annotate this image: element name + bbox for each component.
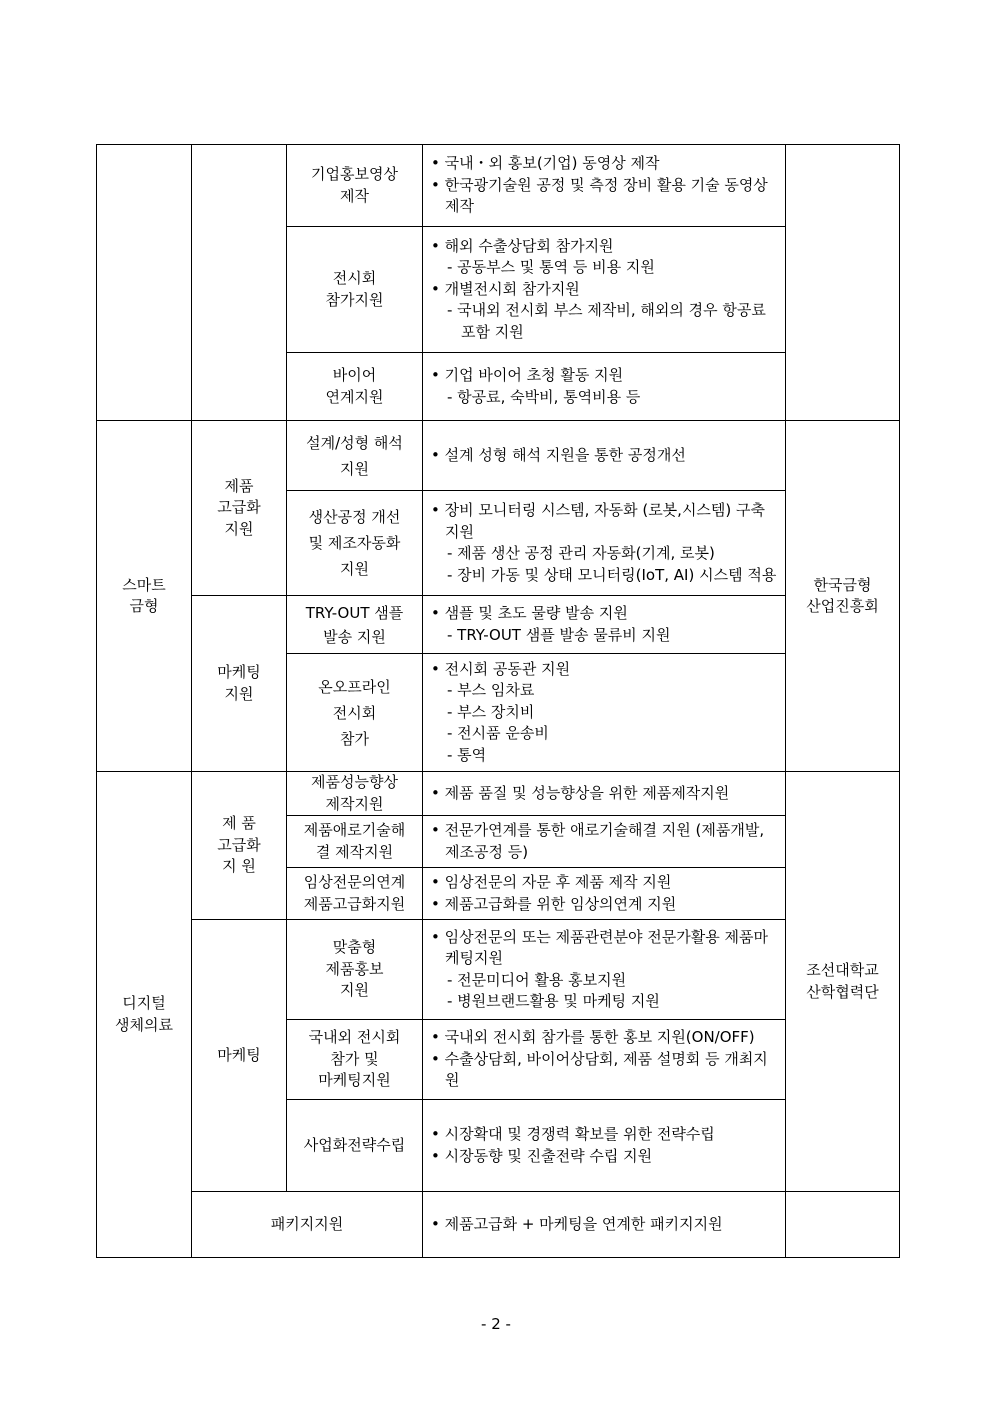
table-row bbox=[97, 772, 900, 816]
group-product-upgrade-2 bbox=[192, 772, 287, 920]
program-name-line: 참가 및 bbox=[330, 1049, 379, 1068]
bullet-item: • 임상전문의 자문 후 제품 제작 지원 bbox=[431, 873, 672, 891]
support-program-table bbox=[96, 144, 900, 1258]
program-name-line: 임상전문의연계 bbox=[303, 873, 406, 891]
group-line: 고급화 bbox=[217, 498, 261, 517]
program-name-line: 제품성능향상 bbox=[311, 773, 398, 791]
program-details bbox=[423, 654, 786, 772]
program-name-line: 온오프라인 bbox=[318, 677, 391, 696]
category-line: 디지털 bbox=[122, 994, 166, 1012]
bullet-item: • 해외 수출상담회 참가지원 bbox=[431, 236, 614, 255]
program-name-line: 발송 지원 bbox=[323, 627, 386, 646]
program-name-line: 참가지원 bbox=[325, 290, 384, 309]
program-details bbox=[423, 491, 786, 596]
program-name-line: 지원 bbox=[340, 459, 369, 478]
org-line: 조선대학교 bbox=[806, 961, 879, 979]
bullet-item: • 제품고급화 + 마케팅을 연계한 패키지지원 bbox=[431, 1214, 723, 1233]
program-name-line: 설계/성형 해석 bbox=[306, 433, 403, 452]
program-name bbox=[287, 920, 423, 1020]
program-details bbox=[423, 1100, 786, 1192]
program-name bbox=[287, 145, 423, 227]
table-row bbox=[97, 1192, 900, 1258]
category-line: 스마트 bbox=[122, 575, 166, 594]
bullet-item: • 시장동향 및 진출전략 수립 지원 bbox=[431, 1146, 653, 1165]
page-number: - 2 - bbox=[481, 1315, 511, 1333]
program-details bbox=[423, 772, 786, 816]
sub-item: - 장비 가동 및 상태 모니터링(IoT, AI) 시스템 적용 bbox=[447, 565, 777, 584]
org-line: 산학협력단 bbox=[806, 982, 879, 1001]
bullet-item: • 기업 바이어 초청 활동 지원 bbox=[431, 366, 624, 384]
bullet-item: • 시장확대 및 경쟁력 확보를 위한 전략수립 bbox=[431, 1125, 715, 1143]
org-line: 한국금형 bbox=[813, 575, 872, 594]
sub-item: - 통역 bbox=[447, 745, 487, 764]
sub-item: - 공동부스 및 통역 등 비용 지원 bbox=[447, 258, 655, 277]
sub-item: - 항공료, 숙박비, 통역비용 등 bbox=[447, 387, 641, 406]
program-details bbox=[423, 145, 786, 227]
program-name bbox=[287, 816, 423, 868]
program-name-line: 제품홍보 bbox=[325, 959, 384, 978]
bullet-item: • 전문가연계를 통한 애로기술해결 지원 (제품개발, 제조공정 등) bbox=[431, 821, 765, 861]
sub-item: - 병원브랜드활용 및 마케팅 지원 bbox=[447, 992, 660, 1010]
group-line: 마케팅 bbox=[217, 663, 261, 681]
table-row bbox=[97, 596, 900, 654]
program-name bbox=[287, 772, 423, 816]
program-name-line: 지원 bbox=[340, 560, 369, 578]
program-name-line: 생산공정 개선 bbox=[308, 508, 401, 526]
category-line: 생체의료 bbox=[115, 1015, 173, 1034]
program-name-line: 제작 bbox=[340, 186, 369, 205]
group-marketing bbox=[192, 596, 287, 772]
sub-item: - 제품 생산 공정 관리 자동화(기계, 로봇) bbox=[447, 544, 715, 562]
program-name-line: 기업홍보영상 bbox=[311, 165, 398, 183]
bullet-item: • 수출상담회, 바이어상담회, 제품 설명회 등 개최지원 bbox=[431, 1049, 768, 1090]
program-details bbox=[423, 227, 786, 353]
program-name-line: 제품고급화지원 bbox=[303, 894, 406, 913]
group-line: 지원 bbox=[224, 519, 254, 538]
program-details bbox=[423, 1192, 786, 1258]
group-line: 고급화 bbox=[217, 835, 261, 854]
table-row bbox=[97, 421, 900, 491]
program-name-package bbox=[192, 1192, 423, 1258]
organization-kdmia bbox=[786, 421, 900, 772]
category-digital-bio bbox=[97, 772, 192, 1258]
bullet-item: • 국내외 전시회 참가를 통한 홍보 지원(ON/OFF) bbox=[431, 1028, 755, 1047]
program-details bbox=[423, 1020, 786, 1100]
program-name bbox=[287, 1020, 423, 1100]
program-name bbox=[287, 868, 423, 920]
group-line: 지원 bbox=[224, 684, 254, 703]
bullet-item: • 설계 성형 해석 지원을 통한 공정개선 bbox=[431, 445, 686, 464]
program-name bbox=[287, 654, 423, 772]
program-name bbox=[287, 596, 423, 654]
program-name bbox=[287, 421, 423, 491]
empty-org-cell bbox=[786, 1192, 900, 1258]
program-name-line: 연계지원 bbox=[325, 387, 384, 406]
program-details bbox=[423, 920, 786, 1020]
bullet-item: • 한국광기술원 공정 및 측정 장비 활용 기술 동영상 제작 bbox=[431, 175, 768, 216]
program-name-line: 패키지지원 bbox=[270, 1214, 344, 1233]
program-name bbox=[287, 353, 423, 421]
group-product-upgrade bbox=[192, 421, 287, 596]
group-line: 마케팅 bbox=[217, 1045, 261, 1064]
sub-item: - 전문미디어 활용 홍보지원 bbox=[447, 970, 627, 989]
program-details bbox=[423, 596, 786, 654]
empty-group-cell bbox=[192, 145, 287, 421]
empty-category-cell bbox=[97, 145, 192, 421]
bullet-item: • 장비 모니터링 시스템, 자동화 (로봇,시스템) 구축 지원 bbox=[431, 501, 766, 541]
group-line: 제품 bbox=[224, 476, 254, 495]
group-line: 지 원 bbox=[222, 857, 256, 876]
program-name-line: 바이어 bbox=[332, 366, 377, 384]
table-row bbox=[97, 920, 900, 1020]
program-details bbox=[423, 421, 786, 491]
sub-item: - 부스 임차료 bbox=[447, 681, 535, 700]
bullet-item: • 개별전시회 참가지원 bbox=[431, 279, 580, 298]
program-name-line: 지원 bbox=[340, 981, 369, 1000]
sub-item: - 국내외 전시회 부스 제작비, 해외의 경우 항공료 포함 지원 bbox=[447, 301, 766, 341]
program-name-line: 마케팅지원 bbox=[318, 1071, 391, 1090]
group-line: 제 품 bbox=[222, 814, 256, 833]
sub-item: - 부스 장치비 bbox=[447, 702, 535, 721]
program-name-line: 참가 bbox=[340, 729, 369, 748]
program-name-line: TRY-OUT 샘플 bbox=[305, 603, 404, 622]
category-line: 금형 bbox=[129, 597, 159, 615]
sub-item: - 전시품 운송비 bbox=[447, 724, 549, 743]
program-details bbox=[423, 353, 786, 421]
sub-item: - TRY-OUT 샘플 발송 물류비 지원 bbox=[447, 625, 671, 644]
program-name bbox=[287, 491, 423, 596]
program-details bbox=[423, 868, 786, 920]
program-name-line: 전시회 bbox=[332, 269, 377, 287]
program-name-line: 제품애로기술해 bbox=[303, 821, 406, 839]
program-name-line: 전시회 bbox=[332, 703, 377, 722]
program-name-line: 제작지원 bbox=[325, 794, 384, 813]
group-marketing-2 bbox=[192, 920, 287, 1192]
org-line: 산업진흥회 bbox=[806, 597, 879, 615]
program-details bbox=[423, 816, 786, 868]
table-row bbox=[97, 145, 900, 227]
bullet-item: • 국내・외 홍보(기업) 동영상 제작 bbox=[431, 154, 660, 173]
program-name-line: 맞춤형 bbox=[332, 938, 377, 957]
bullet-item: • 임상전문의 또는 제품관련분야 전문가활용 제품마케팅지원 bbox=[431, 927, 768, 967]
bullet-item: • 샘플 및 초도 물량 발송 지원 bbox=[431, 604, 628, 622]
program-name-line: 국내외 전시회 bbox=[308, 1028, 401, 1047]
bullet-item: • 전시회 공동관 지원 bbox=[431, 659, 571, 678]
program-name-line: 및 제조자동화 bbox=[308, 534, 401, 552]
bullet-item: • 제품고급화를 위한 임상의연계 지원 bbox=[431, 894, 677, 913]
category-smart-mold bbox=[97, 421, 192, 772]
program-name bbox=[287, 227, 423, 353]
organization-chosun bbox=[786, 772, 900, 1192]
program-name bbox=[287, 1100, 423, 1192]
empty-org-cell bbox=[786, 145, 900, 421]
program-name-line: 결 제작지원 bbox=[315, 842, 394, 861]
bullet-item: • 제품 품질 및 성능향상을 위한 제품제작지원 bbox=[431, 783, 730, 802]
program-name-line: 사업화전략수립 bbox=[303, 1135, 406, 1154]
